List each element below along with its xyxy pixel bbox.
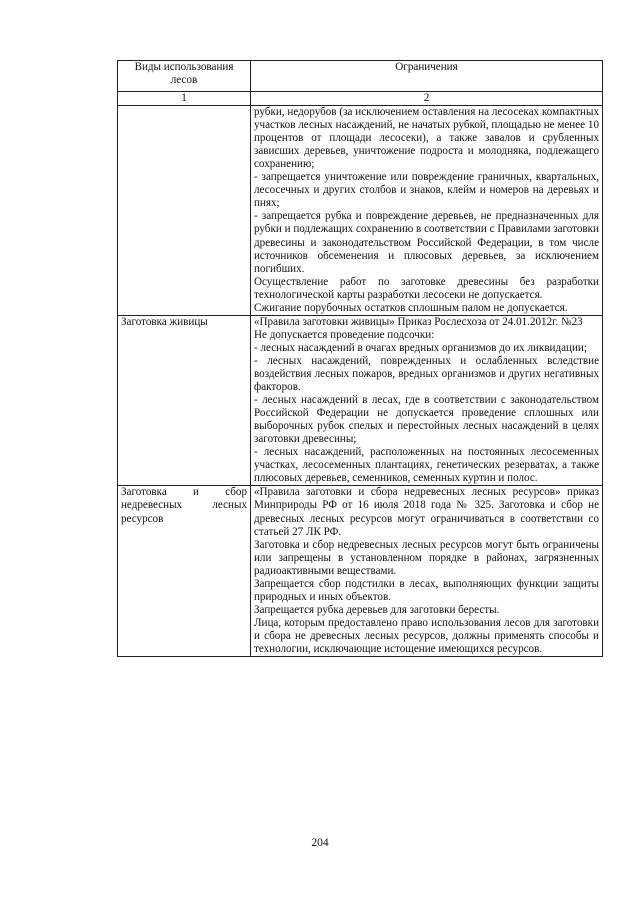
header-forest-use-types: Виды использования лесов (118, 61, 251, 92)
restriction-paragraph: - лесных насаждений, поврежденных и ослабленных вследствие воздействия лесных пожаров, вредных организмов и других негативных факторов. (254, 354, 599, 394)
restriction-paragraph: Заготовка и сбор недревесных лесных ресурсов могут быть ограничены или запрещены в установленном порядке в районах, загрязненных радиоактивными веществами. (254, 538, 599, 577)
restriction-paragraph: Осуществление работ по заготовке древесины без разработки технологической карты разработки лесосеки не допускается. (254, 275, 599, 301)
header-restrictions: Ограничения (251, 61, 603, 92)
restriction-paragraph: «Правила заготовки живицы» Приказ Рослесхоза от 24.01.2012г. №23 (254, 315, 583, 328)
page-number: 204 (311, 837, 329, 849)
restriction-paragraph: Лица, которым предоставлено право использования лесов для заготовки и сбора не древесных лесных ресурсов, должны применять способы и технологии, исключающие истощение имеющихся ресурсов. (254, 616, 599, 655)
restriction-paragraph: - лесных насаждений в лесах, где в соответствии с законодательством Российской Федерации не допускается проведение сплошных или выборочных рубок спелых и перестойных лесных насаждений в целях заготовки древесины; (254, 394, 599, 446)
table-row (118, 106, 603, 316)
column-number-row (118, 92, 603, 106)
row-kind-non-timber-resources: Заготовка и сбор недревесных лесных ресурсов (118, 486, 251, 657)
column-number-2: 2 (251, 92, 603, 106)
restriction-paragraph: Запрещается сбор подстилки в лесах, выполняющих функции защиты природных и иных объектов. (254, 577, 599, 603)
restriction-paragraph: Сжигание порубочных остатков сплошным палом не допускается. (254, 301, 568, 314)
restriction-paragraph: - лесных насаждений, расположенных на постоянных лесосеменных участках, лесосеменных плантациях, генетических резерватах, а также плюсовых деревьев, семенников, семенных куртин и полос. (254, 446, 599, 485)
restrictions-table (117, 60, 603, 657)
row-restrictions (251, 106, 603, 316)
restriction-paragraph: - запрещается уничтожение или повреждение граничных, квартальных, лесосечных и других столбов и знаков, клейм и номеров на деревьях и пнях; (254, 171, 599, 210)
restriction-paragraph: «Правила заготовки и сбора недревесных лесных ресурсов» приказ Минприроды РФ от 16 июля 2018 года № 325. Заготовка и сбор не древесных лесных ресурсов могут ограничиваться в соответствии со статьей 27 ЛК РФ. (254, 486, 599, 538)
row-kind-resin-harvesting: Заготовка живицы (118, 315, 251, 486)
row-restrictions (251, 486, 603, 657)
table-row (118, 486, 603, 657)
restriction-paragraph: Не допускается проведение подсочки: (254, 328, 435, 341)
restriction-paragraph: Запрещается рубка деревьев для заготовки бересты. (254, 603, 500, 616)
header-row (118, 61, 603, 92)
restriction-paragraph: - запрещается рубка и повреждение деревьев, не предназначенных для рубки и подлежащих сохранению в соответствии с Правилами заготовки древесины и законодательством Российской Федерации, в том числе источников обсеменения и плюсовых деревьев, за исключением погибших. (254, 210, 599, 275)
restriction-paragraph: - лесных насаждений в очагах вредных организмов до их ликвидации; (254, 341, 587, 354)
row-restrictions (251, 315, 603, 486)
restriction-paragraph: рубки, недорубов (за исключением оставления на лесосеках компактных участков лесных насаждений, не начатых рубкой, площадью не менее 10 процентов от площади лесосеки), а также завалов и срубленных зависших деревьев, уничтожение подроста и молодняка, подлежащего сохранению; (254, 106, 599, 171)
column-number-1: 1 (118, 92, 251, 106)
table-row (118, 315, 603, 486)
row-kind (118, 106, 251, 316)
